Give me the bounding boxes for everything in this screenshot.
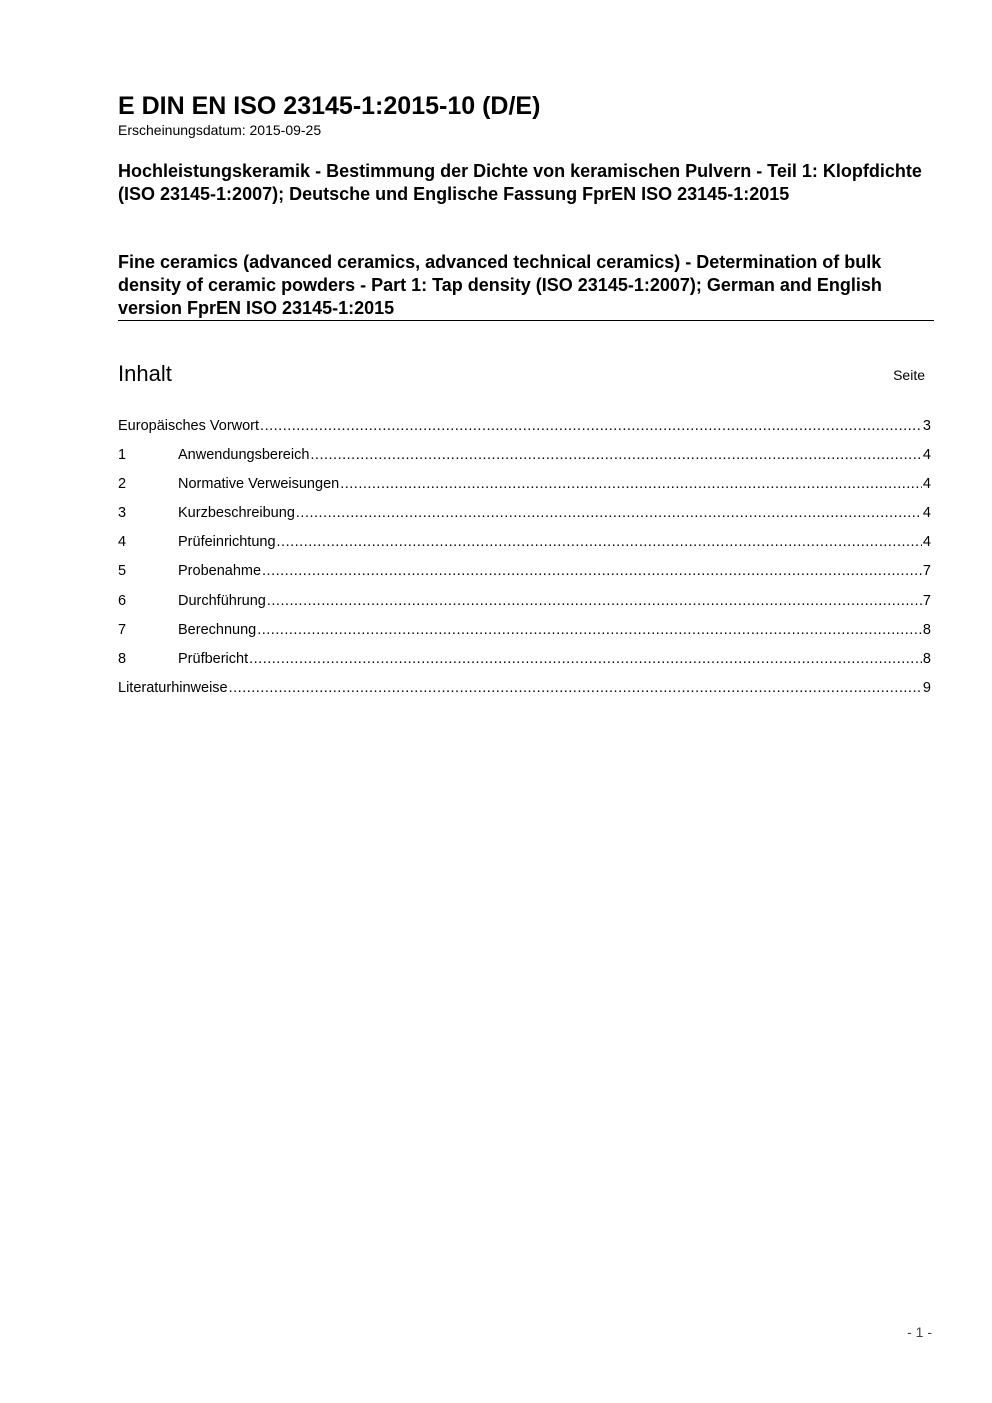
toc-entry-label: Probenahme (178, 563, 262, 580)
toc-entry-page: 9 (922, 679, 931, 696)
toc-page-label: Seite (893, 367, 925, 383)
footer-page-number: - 1 - (907, 1324, 932, 1340)
table-of-contents (118, 413, 931, 704)
toc-entry-7[interactable] (118, 617, 931, 646)
toc-entry-8[interactable] (118, 646, 931, 675)
toc-entry-label: Anwendungsbereich (178, 447, 310, 464)
toc-entry-number: 3 (118, 505, 127, 522)
toc-entry-number: 1 (118, 447, 127, 464)
toc-leader (257, 617, 922, 643)
toc-leader (310, 442, 922, 468)
document-page (118, 0, 934, 1403)
toc-entry-page: 8 (922, 650, 931, 667)
toc-entry-page: 4 (922, 534, 931, 551)
toc-entry-1[interactable] (118, 442, 931, 471)
toc-entry-page: 3 (922, 418, 931, 434)
publication-date: Erscheinungsdatum: 2015-09-25 (118, 122, 322, 138)
toc-entry-5[interactable] (118, 558, 931, 587)
toc-entry-bibliography[interactable] (118, 675, 931, 704)
document-title: E DIN EN ISO 23145-1:2015-10 (D/E) (118, 92, 541, 120)
toc-entry-number: 4 (118, 534, 127, 551)
toc-entry-number: 8 (118, 650, 127, 667)
toc-entry-number: 5 (118, 563, 127, 580)
title-divider (118, 320, 934, 321)
toc-entry-page: 4 (922, 505, 931, 522)
toc-entry-page: 8 (922, 621, 931, 638)
toc-entry-number: 7 (118, 621, 127, 638)
toc-leader (277, 529, 922, 555)
toc-leader (229, 675, 922, 701)
title-german: Hochleistungskeramik - Bestimmung der Dichte von keramischen Pulvern - Teil 1: Klopfdichte (ISO 23145-1:2007); Deutsche und Englische Fassung FprEN ISO 23145-1:2015 (118, 161, 922, 204)
toc-entry-label: Literaturhinweise (118, 679, 228, 696)
toc-entry-page: 7 (922, 563, 931, 580)
toc-entry-6[interactable] (118, 588, 931, 617)
toc-leader (260, 413, 922, 439)
toc-leader (267, 588, 922, 614)
toc-entry-foreword[interactable] (118, 413, 931, 442)
toc-entry-page: 4 (922, 447, 931, 464)
toc-entry-number: 6 (118, 592, 127, 609)
title-english: Fine ceramics (advanced ceramics, advanced technical ceramics) - Determination of bulk density of ceramic powders - Part 1: Tap density (ISO 23145-1:2007); German and English version FprEN ISO 23145-1:2015 (118, 252, 882, 318)
toc-leader (340, 471, 922, 497)
toc-entry-label: Normative Verweisungen (178, 476, 340, 493)
toc-leader (262, 558, 922, 584)
toc-leader (249, 646, 922, 672)
toc-leader (296, 500, 922, 526)
toc-heading: Inhalt (118, 361, 172, 386)
toc-entry-label: Europäisches Vorwort (118, 418, 260, 434)
toc-entry-3[interactable] (118, 500, 931, 529)
toc-entry-4[interactable] (118, 529, 931, 558)
toc-entry-number: 2 (118, 476, 127, 493)
toc-entry-2[interactable] (118, 471, 931, 500)
toc-entry-label: Prüfeinrichtung (178, 534, 276, 551)
toc-entry-page: 7 (922, 592, 931, 609)
toc-entry-label: Kurzbeschreibung (178, 505, 295, 522)
toc-entry-page: 4 (922, 476, 931, 493)
toc-entry-label: Durchführung (178, 592, 266, 609)
toc-entry-label: Berechnung (178, 621, 257, 638)
toc-entry-label: Prüfbericht (178, 650, 249, 667)
